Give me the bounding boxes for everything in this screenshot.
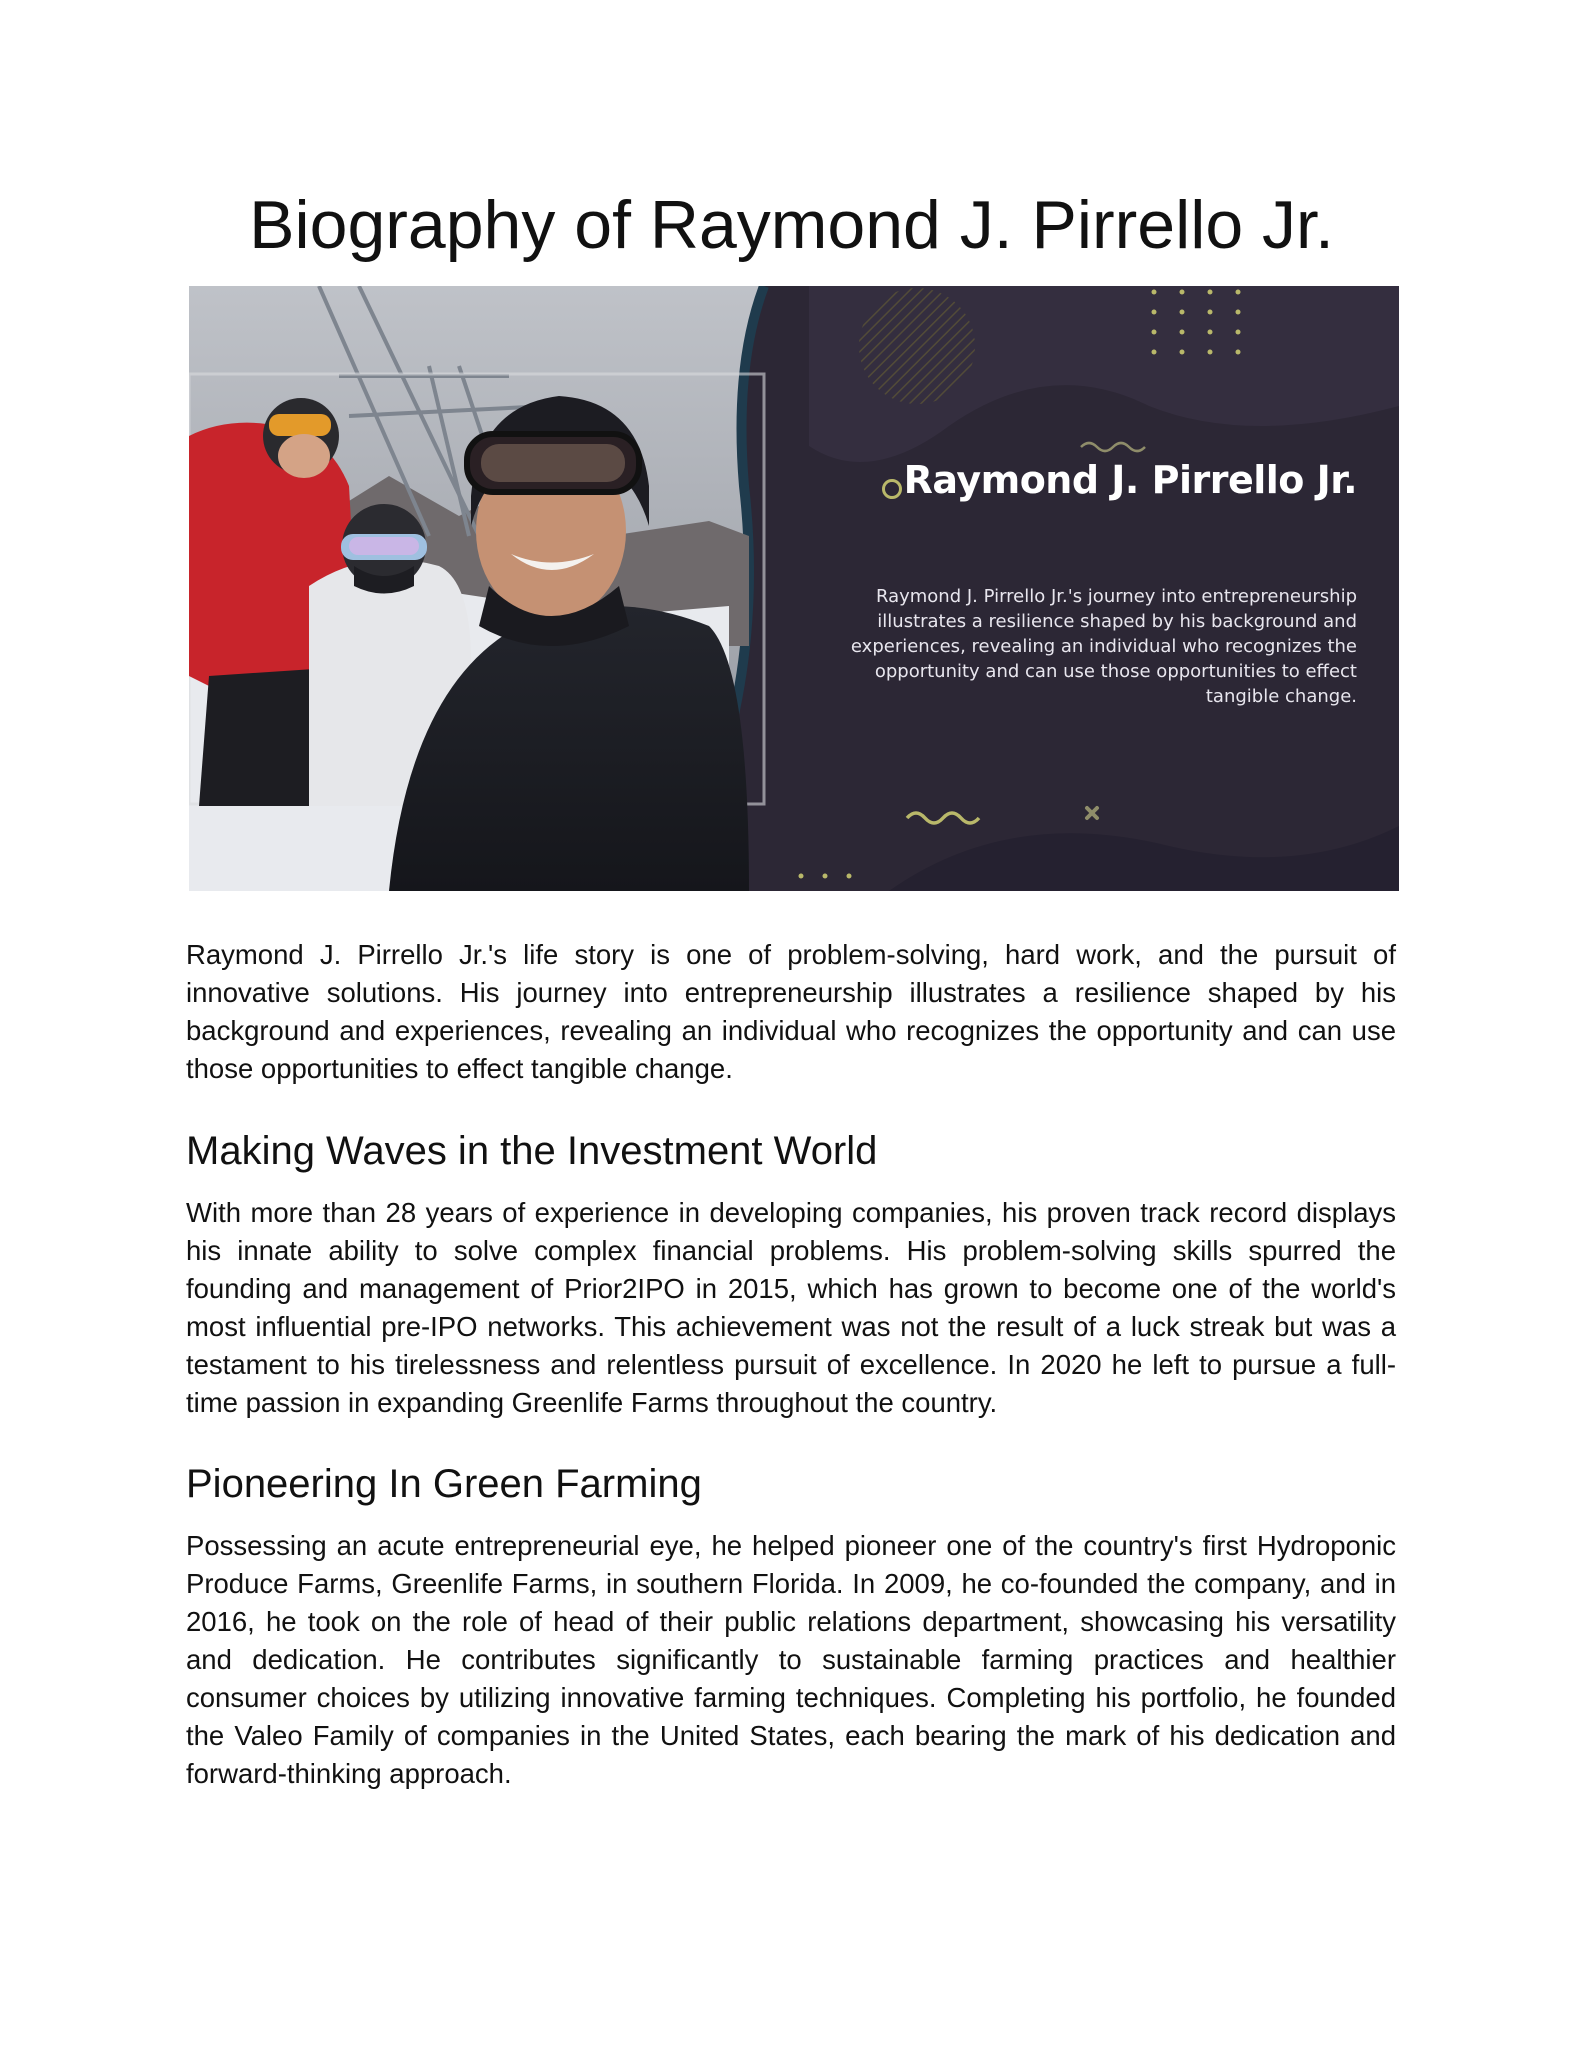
section-paragraph-farming: Possessing an acute entrepreneurial eye, he helped pioneer one of the country's first Hydroponic Produce Farms, Greenlife Farms, in southern Florida. In 2009, he co-founded the company, and in 2016, he took on the role of head of their public relations department, showcasing his versatility and dedication. He contributes significantly to sustainable farming practices and healthier consumer choices by utilizing innovative farming techniques. Completing his portfolio, he founded the Valeo Family of companies in the United States, each bearing the mark of his dedication and forward-thinking approach. <box>186 1530 1396 1789</box>
intro-paragraph: Raymond J. Pirrello Jr.'s life story is one of problem-solving, hard work, and the pursuit of innovative solutions. His journey into entrepreneurship illustrates a resilience shaped by his background and experiences, revealing an individual who recognizes the opportunity and can use those opportunities to effect tangible change. <box>186 939 1396 1084</box>
banner-name: Raymond J. Pirrello Jr. <box>903 458 1357 502</box>
banner-image <box>189 286 1399 891</box>
section-heading-farming: Pioneering In Green Farming <box>186 1462 702 1506</box>
section-paragraph-investment: With more than 28 years of experience in developing companies, his proven track record displays his innate ability to solve complex financial problems. His problem-solving skills spurred the founding and management of Prior2IPO in 2015, which has grown to become one of the world's most influential pre-IPO networks. This achievement was not the result of a luck streak but was a testament to his tirelessness and relentless pursuit of excellence. In 2020 he left to pursue a full-time passion in expanding Greenlife Farms throughout the country. <box>186 1197 1396 1418</box>
banner-caption: Raymond J. Pirrello Jr.'s journey into entrepreneurship illustrates a resilience shaped by his background and experiences, revealing an individual who recognizes the opportunity and can use those opportunities to effect tangible change. <box>850 586 1357 707</box>
circle-bullet-icon <box>882 479 902 499</box>
section-heading-investment: Making Waves in the Investment World <box>186 1129 878 1173</box>
page-title: Biography of Raymond J. Pirrello Jr. <box>249 187 1334 263</box>
